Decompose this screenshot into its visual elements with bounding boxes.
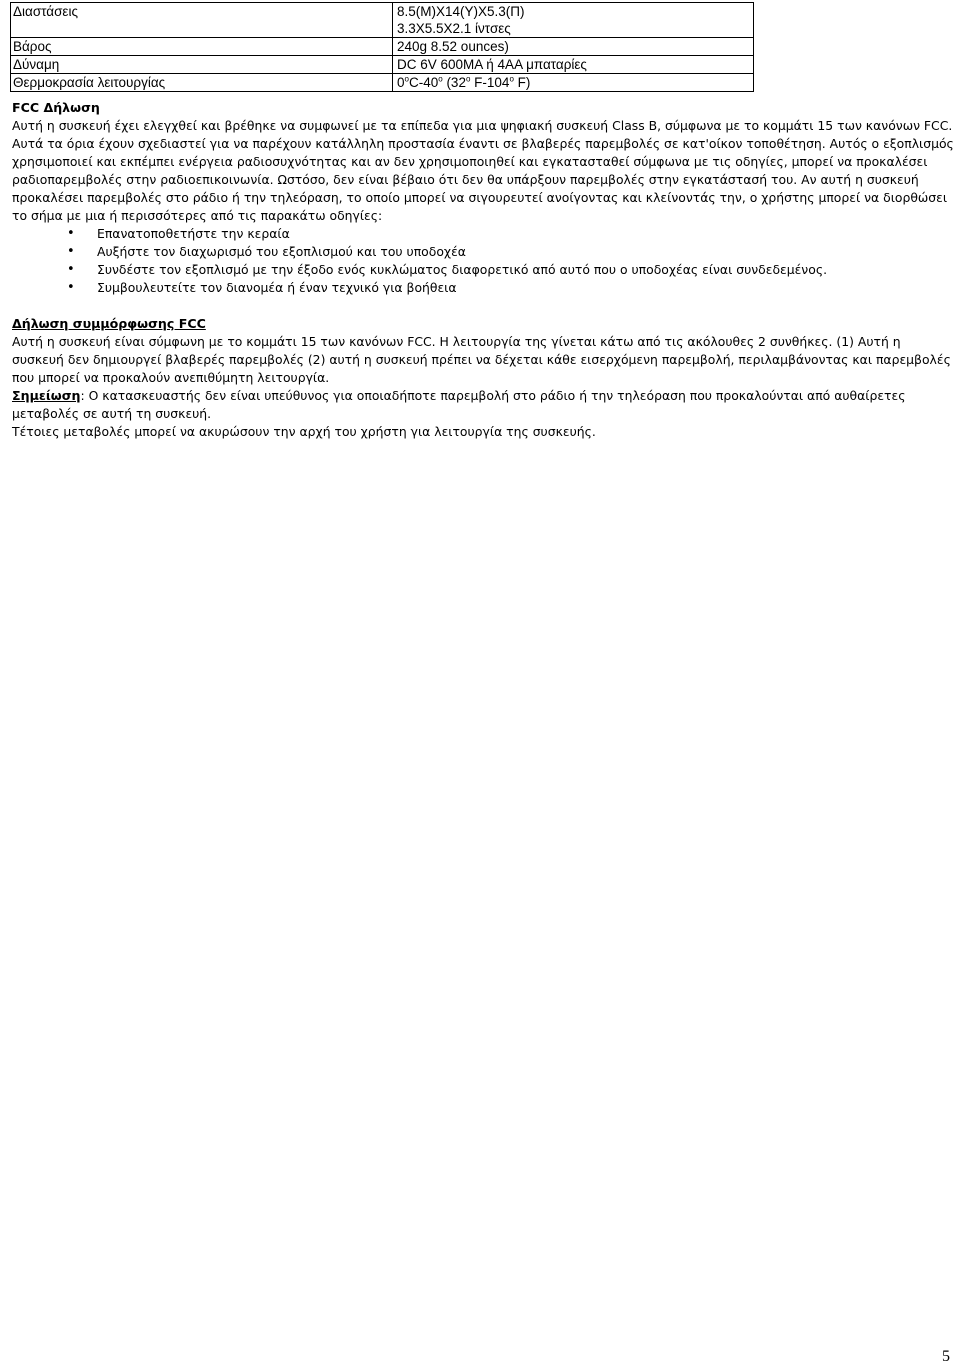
compliance-heading: Δήλωση συμμόρφωσης FCC bbox=[12, 316, 206, 331]
compliance-final: Τέτοιες μεταβολές μπορεί να ακυρώσουν την αρχή του χρήστη για λειτουργία της συσκευής. bbox=[12, 424, 596, 439]
temp-part: (32 bbox=[442, 75, 466, 90]
spec-value-dimensions bbox=[393, 3, 754, 38]
list-item: • Αυξήστε τον διαχωρισμό του εξοπλισμού και του υποδοχέα bbox=[12, 243, 954, 261]
spec-value-dimensions-metric: 8.5(M)X14(Y)X5.3(Π) bbox=[397, 4, 525, 19]
temp-part: F) bbox=[513, 75, 531, 90]
spec-row-temperature bbox=[11, 74, 754, 92]
spec-row-power bbox=[11, 56, 754, 74]
degree-mark: o bbox=[404, 74, 409, 84]
degree-mark: o bbox=[438, 74, 443, 84]
fcc-heading: FCC Δήλωση bbox=[12, 100, 100, 115]
spec-label-temperature: Θερμοκρασία λειτουργίας bbox=[11, 74, 393, 92]
temp-part: C-40 bbox=[408, 75, 439, 90]
temp-part: F-104 bbox=[470, 75, 510, 90]
spec-label-weight: Βάρος bbox=[11, 38, 393, 56]
list-item: • Συμβουλευτείτε τον διανομέα ή έναν τεχνικό για βοήθεια bbox=[12, 279, 954, 297]
spec-label-dimensions: Διαστάσεις bbox=[11, 3, 393, 38]
note-label: Σημείωση bbox=[12, 388, 81, 403]
spec-row-dimensions bbox=[11, 3, 754, 38]
spec-value-weight: 240g 8.52 ounces) bbox=[393, 38, 754, 56]
fcc-instructions-list bbox=[12, 225, 954, 297]
spec-value-power: DC 6V 600MA ή 4AA μπαταρίες bbox=[393, 56, 754, 74]
spec-label-power: Δύναμη bbox=[11, 56, 393, 74]
compliance-paragraph: Αυτή η συσκευή είναι σύμφωνη με το κομμάτι 15 των κανόνων FCC. Η λειτουργία της γίνεται κάτω από τις ακόλουθες 2 συνθήκες. (1) Αυτή η συσκευή δεν δημιουργεί βλαβερές παρεμβολές (2) αυτή η συσκευή πρέπει να δέχεται κάθε εισερχόμενη παρεμβολή, περιλαμβάνοντας και παρεμβολές που μπορεί να προκαλούν ανεπιθύμητη λειτουργία. bbox=[12, 334, 951, 385]
temp-part: 0 bbox=[397, 75, 405, 90]
page-number: 5 bbox=[942, 1348, 950, 1365]
degree-mark: o bbox=[465, 74, 471, 84]
compliance-section bbox=[12, 315, 954, 441]
fcc-section bbox=[12, 99, 954, 297]
list-item: • Συνδέστε τον εξοπλισμό με την έξοδο ενός κυκλώματος διαφορετικό από αυτό που ο υποδοχέας είναι συνδεδεμένος. bbox=[12, 261, 954, 279]
fcc-paragraph: Αυτή η συσκευή έχει ελεγχθεί και βρέθηκε να συμφωνεί με τα επίπεδα για μια ψηφιακή συσκευή Class B, σύμφωνα με το κομμάτι 15 των κανόνων FCC. Αυτά τα όρια έχουν σχεδιαστεί για να παρέχουν κατάλληλη προστασία έναντι σε βλαβερές παρεμβολές σε κατ'οίκον τοποθέτηση. Αυτός ο εξοπλισμός χρησιμοποιεί και εκπέμπει ενέργεια ραδιοσυχνότητας και αν δεν χρησιμοποιηθεί και εγκατασταθεί σύμφωνα με τις οδηγίες, μπορεί να προκαλέσει ραδιοπαρεμβολές στην ραδιοεπικοινωνία. Ωστόσο, δεν είναι βέβαιο ότι δεν θα υπάρξουν παρεμβολές στην εγκατάστασή του. Αν αυτή η συσκευή προκαλέσει παρεμβολές στο ράδιο ή την τηλεόραση, το οποίο μπορεί να σιγουρευτεί ανοίγοντας και κλείνοντάς την, ο χρήστης μπορεί να διορθώσει το σήμα με μια ή περισσότερες από τις παρακάτω οδηγίες: bbox=[12, 118, 954, 223]
note-text: : Ο κατασκευαστής δεν είναι υπεύθυνος για οποιαδήποτε παρεμβολή στο ράδιο ή την τηλεόραση που προκαλούνται από αυθαίρετες μεταβολές σε αυτή τη συσκευή. bbox=[12, 388, 906, 421]
degree-mark: o bbox=[509, 74, 514, 84]
list-item: • Επανατοποθετήστε την κεραία bbox=[12, 225, 954, 243]
spec-value-dimensions-inches: 3.3X5.5X2.1 ίντσες bbox=[397, 21, 511, 36]
specifications-table bbox=[10, 2, 754, 92]
compliance-note bbox=[12, 387, 954, 423]
spec-row-weight bbox=[11, 38, 754, 56]
spec-value-temperature bbox=[393, 74, 754, 92]
